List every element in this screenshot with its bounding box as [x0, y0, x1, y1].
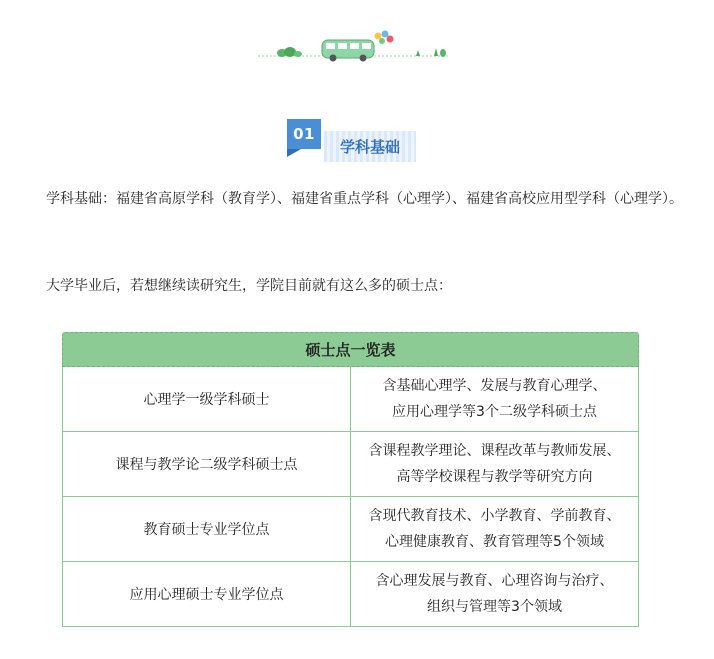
section-title: 学科基础: [324, 131, 416, 162]
program-name: 心理学一级学科硕士: [63, 367, 351, 431]
program-detail-line: 高等学校课程与教学等研究方向: [396, 469, 593, 485]
table-row: [62, 432, 639, 497]
table-row: [62, 497, 639, 562]
program-name: 课程与教学论二级学科硕士点: [63, 432, 351, 496]
balloons-icon: [375, 31, 394, 45]
program-name: 教育硕士专业学位点: [63, 497, 351, 561]
program-detail-line: 含基础心理学、发展与教育心理学、: [382, 378, 607, 394]
program-detail: [351, 497, 638, 561]
program-detail-line: 心理健康教育、教育管理等5个领域: [385, 534, 604, 550]
table-row: [62, 367, 639, 432]
program-detail: [351, 432, 638, 496]
table-row: [62, 562, 639, 627]
badge-fold: [287, 149, 301, 157]
program-detail: [351, 367, 638, 431]
program-detail-line: 含课程教学理论、课程改革与教师发展、: [368, 443, 621, 459]
program-detail-line: 含心理发展与教育、心理咨询与治疗、: [375, 573, 614, 589]
program-detail-line: 含现代教育技术、小学教育、学前教育、: [368, 508, 621, 524]
table-title: 硕士点一览表: [62, 332, 639, 367]
program-detail-line: 组织与管理等3个领域: [427, 599, 562, 615]
table-body: [62, 367, 639, 627]
program-name: 应用心理硕士专业学位点: [63, 562, 351, 626]
program-detail-line: 应用心理学等3个二级学科硕士点: [392, 404, 597, 420]
bus-icon: [322, 40, 374, 62]
discipline-paragraph: 学科基础：福建省高原学科（教育学）、福建省重点学科（心理学）、福建省高校应用型学科（心理学）。: [46, 191, 683, 207]
bus-illustration: [258, 28, 448, 62]
masters-programs-table: [62, 332, 639, 626]
bush-icon: [277, 47, 302, 57]
program-detail: [351, 562, 638, 626]
section-number-badge: 01: [287, 119, 321, 149]
graduate-intro-paragraph: 大学毕业后，若想继续读研究生，学院目前就有这么多的硕士点：: [46, 278, 452, 294]
